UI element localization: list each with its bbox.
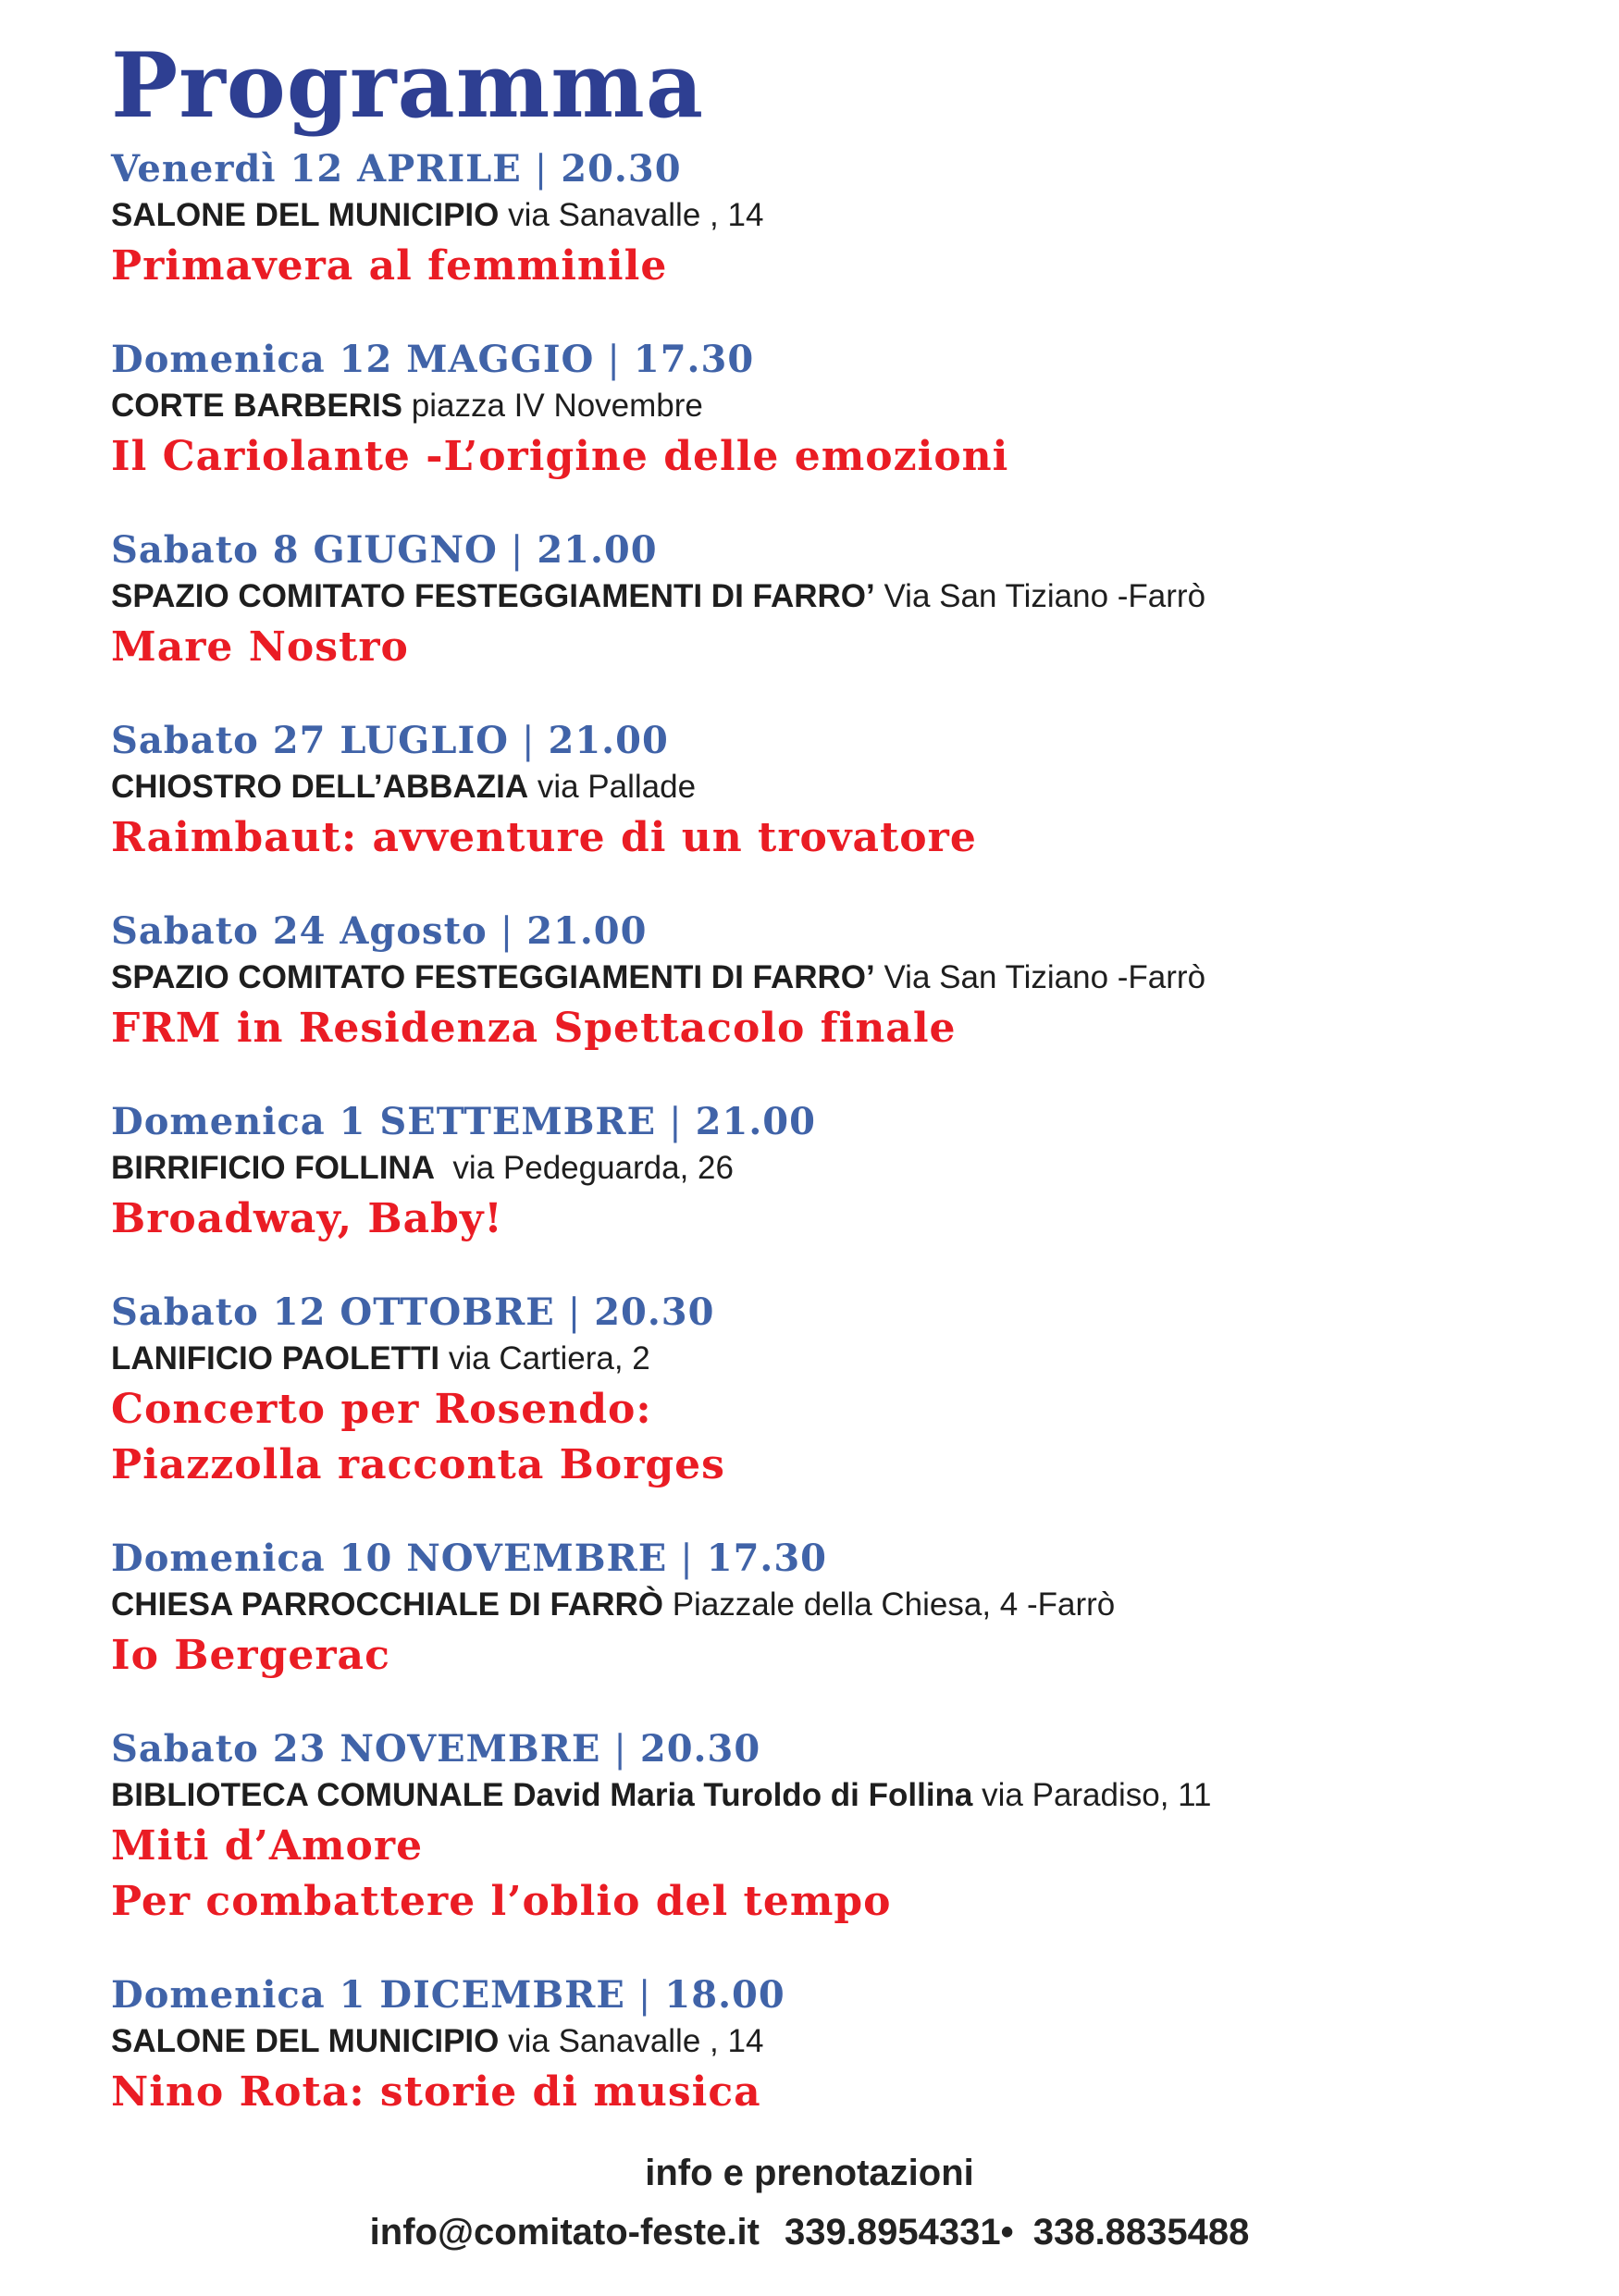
date-separator: | [669, 1101, 683, 1143]
event-item [111, 1972, 1554, 2120]
event-venue [111, 383, 1554, 429]
venue-name: LANIFICIO PAOLETTI [111, 1340, 440, 1376]
event-item [111, 1536, 1554, 1684]
date-separator: | [637, 1974, 652, 2017]
event-item [111, 1290, 1554, 1493]
event-day: Sabato 8 GIUGNO [111, 528, 498, 572]
show-title: Io Bergerac [111, 1632, 390, 1679]
venue-address: Piazzale della Chiesa, 4 -Farrò [662, 1586, 1116, 1623]
event-venue [111, 574, 1554, 620]
event-venue [111, 955, 1554, 1001]
phone-1[interactable]: 339.8954331 [785, 2212, 1001, 2253]
date-separator: | [534, 148, 549, 191]
venue-name: CORTE BARBERIS [111, 388, 403, 424]
venue-address: piazza IV Novembre [402, 388, 703, 424]
event-day: Domenica 1 SETTEMBRE [111, 1100, 657, 1143]
show-title: Primavera al femminile [111, 242, 668, 290]
show-title: Miti d’Amore [111, 1822, 424, 1870]
venue-address: via Paradiso, 11 [972, 1777, 1212, 1813]
event-day: Sabato 12 OTTOBRE [111, 1290, 555, 1334]
show-title: Nino Rota: storie di musica [111, 2068, 761, 2116]
venue-address: Via San Tiziano -Farrò [874, 578, 1206, 614]
event-time: 20.30 [561, 147, 682, 191]
programme-page [111, 35, 1554, 2163]
event-venue [111, 1145, 1554, 1191]
event-time: 18.00 [664, 1973, 785, 2017]
event-time: 21.00 [548, 719, 669, 762]
phone-2[interactable]: 338.8835488 [1032, 2212, 1250, 2253]
event-day: Sabato 23 NOVEMBRE [111, 1727, 601, 1771]
event-venue [111, 1582, 1554, 1628]
info-label: info e prenotazioni [645, 2153, 974, 2193]
event-item [111, 1099, 1554, 1247]
venue-name: CHIOSTRO DELL’ABBAZIA [111, 769, 529, 805]
event-venue [111, 1772, 1554, 1819]
footer [0, 2146, 1619, 2265]
venue-name: SALONE DEL MUNICIPIO [111, 197, 500, 233]
event-time: 21.00 [526, 909, 648, 953]
venue-address: via Pedeguarda, 26 [434, 1150, 734, 1186]
event-time: 20.30 [594, 1290, 715, 1334]
venue-address: via Sanavalle , 14 [499, 197, 764, 233]
date-separator: | [567, 1291, 582, 1334]
event-venue [111, 192, 1554, 239]
event-item [111, 337, 1554, 485]
show-title: FRM in Residenza Spettacolo finale [111, 1005, 957, 1052]
event-date [111, 908, 1554, 955]
email-link[interactable]: info@comitato-feste.it [369, 2212, 760, 2253]
event-day: Venerdì 12 APRILE [111, 147, 522, 191]
event-day: Sabato 27 LUGLIO [111, 719, 510, 762]
date-separator: | [522, 720, 536, 762]
event-date [111, 146, 1554, 192]
show-title: Raimbaut: avventure di un trovatore [111, 814, 977, 861]
page-title: Programma [111, 33, 705, 138]
date-separator: | [680, 1537, 694, 1580]
event-date [111, 527, 1554, 574]
event-time: 21.00 [695, 1100, 816, 1143]
venue-name: BIBLIOTECA COMUNALE David Maria Turoldo di Follina [111, 1777, 973, 1813]
venue-name: SALONE DEL MUNICIPIO [111, 2023, 500, 2059]
bullet-separator: • [1000, 2212, 1014, 2253]
event-date [111, 1290, 1554, 1336]
show-title: Il Cariolante -L’origine delle emozioni [111, 433, 1009, 480]
event-time: 20.30 [639, 1727, 761, 1771]
venue-name: CHIESA PARROCCHIALE DI FARRÒ [111, 1586, 663, 1623]
venue-address: Via San Tiziano -Farrò [874, 959, 1206, 995]
event-date [111, 1536, 1554, 1582]
event-date [111, 1972, 1554, 2018]
show-title: Mare Nostro [111, 623, 409, 671]
venue-address: via Pallade [528, 769, 697, 805]
event-item [111, 718, 1554, 866]
event-venue [111, 2018, 1554, 2065]
event-venue [111, 1336, 1554, 1382]
venue-name: BIRRIFICIO FOLLINA [111, 1150, 435, 1186]
contacts-line [0, 2200, 1619, 2265]
event-day: Domenica 12 MAGGIO [111, 338, 595, 381]
event-item [111, 527, 1554, 675]
event-time: 17.30 [706, 1537, 827, 1580]
event-item [111, 146, 1554, 294]
event-day: Sabato 24 Agosto [111, 909, 488, 953]
event-item [111, 908, 1554, 1056]
event-time: 17.30 [633, 338, 755, 381]
show-title: Per combattere l’oblio del tempo [111, 1878, 892, 1925]
date-separator: | [510, 529, 525, 572]
date-separator: | [607, 339, 621, 381]
event-day: Domenica 1 DICEMBRE [111, 1973, 625, 2017]
show-title: Piazzolla racconta Borges [111, 1441, 725, 1488]
event-venue [111, 764, 1554, 810]
venue-address: via Sanavalle , 14 [499, 2023, 764, 2059]
show-title: Concerto per Rosendo: [111, 1386, 652, 1433]
show-title: Broadway, Baby! [111, 1195, 503, 1242]
event-date [111, 337, 1554, 383]
venue-address: via Cartiera, 2 [439, 1340, 650, 1376]
event-item [111, 1726, 1554, 1930]
event-date [111, 1099, 1554, 1145]
venue-name: SPAZIO COMITATO FESTEGGIAMENTI DI FARRO’ [111, 959, 875, 995]
event-date [111, 1726, 1554, 1772]
venue-name: SPAZIO COMITATO FESTEGGIAMENTI DI FARRO’ [111, 578, 875, 614]
event-list [111, 146, 1554, 2120]
date-separator: | [500, 910, 514, 953]
date-separator: | [613, 1728, 627, 1771]
event-time: 21.00 [537, 528, 658, 572]
event-date [111, 718, 1554, 764]
event-day: Domenica 10 NOVEMBRE [111, 1537, 668, 1580]
